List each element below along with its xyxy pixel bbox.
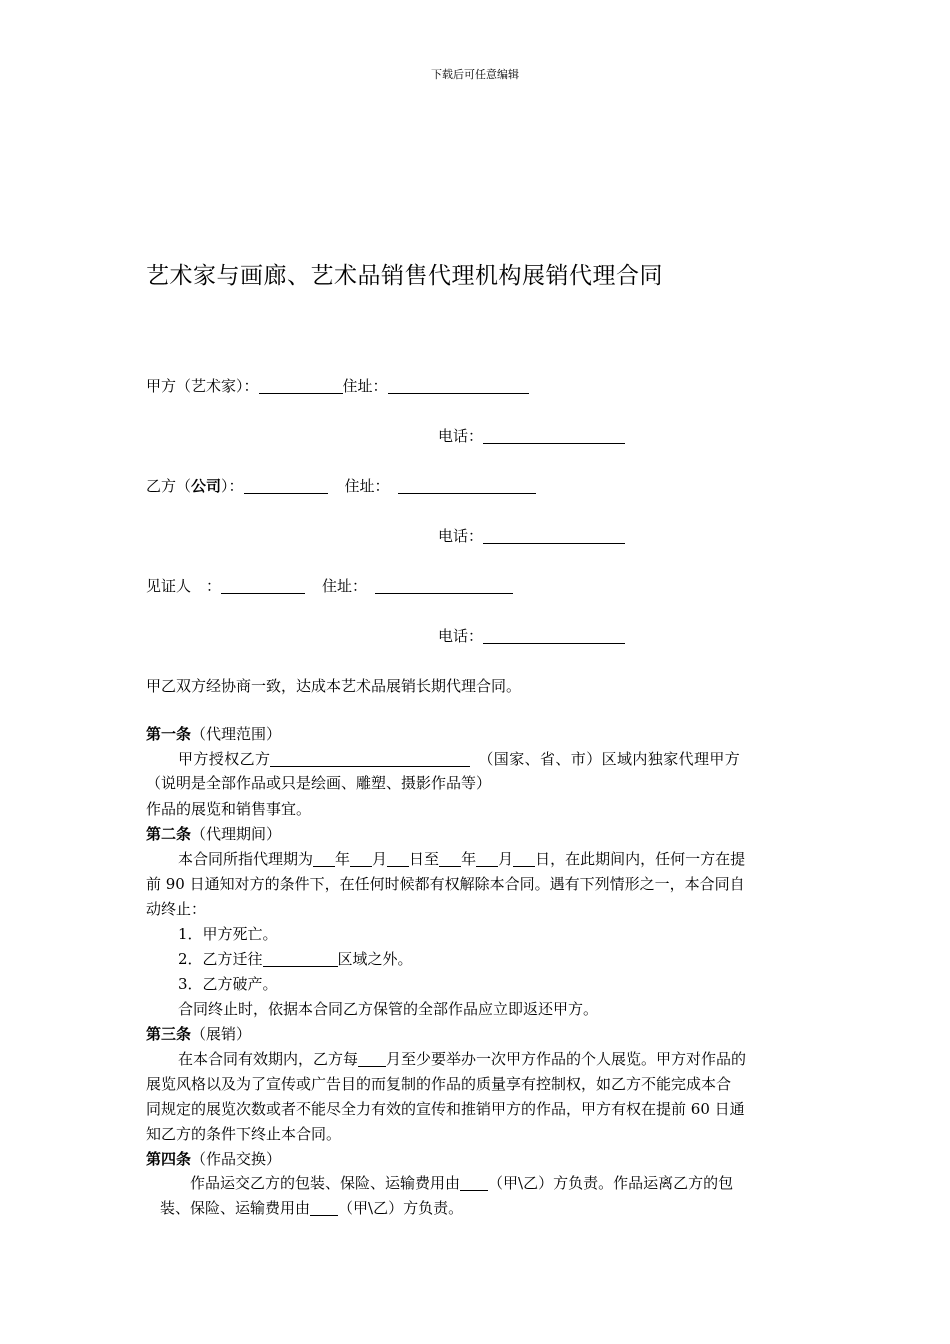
end-day-blank[interactable] bbox=[513, 851, 535, 867]
article-4-line-1 bbox=[190, 1171, 733, 1196]
intro-text: 甲乙双方经协商一致，达成本艺术品展销长期代理合同。 bbox=[146, 677, 522, 695]
start-year-blank[interactable] bbox=[313, 851, 335, 867]
article-4-subtitle: （作品交换） bbox=[191, 1150, 282, 1168]
article-1-line-1 bbox=[178, 747, 740, 772]
relocation-region-blank[interactable] bbox=[263, 951, 338, 967]
transport-out-text-a: 装、保险、运输费用由 bbox=[160, 1199, 311, 1217]
start-day-blank[interactable] bbox=[387, 851, 409, 867]
transport-out-text-b: （甲\乙）方负责。 bbox=[338, 1199, 464, 1217]
start-month-blank[interactable] bbox=[350, 851, 372, 867]
exhibition-text-a: 在本合同有效期内，乙方每 bbox=[178, 1050, 359, 1068]
item-2-text-a: 2．乙方迁往 bbox=[178, 950, 263, 968]
article-2-number: 第二条 bbox=[146, 825, 192, 843]
article-1-line-3: 作品的展览和销售事宜。 bbox=[146, 800, 312, 818]
article-3-line-3: 同规定的展览次数或者不能尽全力有效的宣传和推销甲方的作品，甲方有权在提前 60 日通 bbox=[146, 1100, 745, 1118]
article-1-subtitle: （代理范围） bbox=[191, 725, 282, 743]
party-a-label: 甲方（艺术家）： bbox=[146, 377, 259, 395]
article-3-line-1 bbox=[178, 1047, 746, 1072]
transport-in-party-blank[interactable] bbox=[460, 1175, 488, 1191]
party-b-phone-label: 电话： bbox=[438, 527, 484, 545]
document-title: 艺术家与画廊、艺术品销售代理机构展销代理合同 bbox=[146, 263, 663, 289]
page-header: 下载后可任意编辑 bbox=[431, 68, 519, 81]
witness-phone-row bbox=[438, 626, 625, 646]
article-1-text-b: （国家、省、市）区域内独家代理甲方 bbox=[478, 750, 741, 768]
end-month-blank[interactable] bbox=[476, 851, 498, 867]
article-2-item-1: 1．甲方死亡。 bbox=[178, 925, 278, 943]
witness-name-blank[interactable] bbox=[221, 578, 305, 594]
party-a-phone-row bbox=[438, 426, 625, 446]
party-b-name-blank[interactable] bbox=[244, 478, 328, 494]
witness-label: 见证人 ： bbox=[146, 577, 222, 595]
article-1-region-blank[interactable] bbox=[270, 751, 470, 767]
exhibition-text-b: 月至少要举办一次甲方作品的个人展览。甲方对作品的 bbox=[386, 1050, 747, 1068]
party-b-label-close: ）： bbox=[221, 477, 244, 495]
exhibition-months-blank[interactable] bbox=[358, 1051, 386, 1067]
party-a-address-label: 住址： bbox=[342, 377, 388, 395]
article-4-number: 第四条 bbox=[146, 1150, 192, 1168]
party-b-address-label: 住址： bbox=[344, 477, 390, 495]
article-1-text-a: 甲方授权乙方 bbox=[178, 750, 271, 768]
article-3-number: 第三条 bbox=[146, 1025, 192, 1043]
article-1-line-2: （说明是全部作品或只是绘画、雕塑、摄影作品等） bbox=[146, 774, 492, 792]
article-3-line-2: 展览风格以及为了宣传或广告目的而复制的作品的质量享有控制权，如乙方不能完成本合 bbox=[146, 1075, 732, 1093]
witness-phone-label: 电话： bbox=[438, 627, 484, 645]
article-1-number: 第一条 bbox=[146, 725, 192, 743]
article-3-subtitle: （展销） bbox=[191, 1025, 252, 1043]
article-4-line-2 bbox=[160, 1196, 463, 1221]
year-label: 年 bbox=[335, 850, 351, 868]
article-3-line-4: 知乙方的条件下终止本合同。 bbox=[146, 1125, 342, 1143]
article-2-item-2 bbox=[178, 947, 413, 972]
transport-in-text-a: 作品运交乙方的包装、保险、运输费用由 bbox=[190, 1174, 461, 1192]
party-a-phone-label: 电话： bbox=[438, 427, 484, 445]
party-a-phone-blank[interactable] bbox=[483, 428, 625, 444]
article-2-subtitle: （代理期间） bbox=[191, 825, 282, 843]
article-2-item-3: 3．乙方破产。 bbox=[178, 975, 278, 993]
party-a-address-blank[interactable] bbox=[388, 378, 529, 394]
day-label-rest: 日，在此期间内，任何一方在提 bbox=[535, 850, 746, 868]
party-a-name-blank[interactable] bbox=[259, 378, 343, 394]
end-year-blank[interactable] bbox=[439, 851, 461, 867]
party-b-phone-row bbox=[438, 526, 625, 546]
party-a-row bbox=[146, 376, 529, 396]
party-b-row bbox=[146, 476, 536, 496]
article-2-closing: 合同终止时，依据本合同乙方保管的全部作品应立即返还甲方。 bbox=[178, 1000, 599, 1018]
month-label-2: 月 bbox=[498, 850, 514, 868]
article-2-line-1 bbox=[178, 847, 745, 872]
article-2-line-3: 动终止： bbox=[146, 900, 207, 918]
article-2-line-2: 前 90 日通知对方的条件下，在任何时候都有权解除本合同。遇有下列情形之一，本合同自 bbox=[146, 875, 745, 893]
item-2-text-b: 区域之外。 bbox=[337, 950, 413, 968]
party-b-label-open: 乙方（ bbox=[146, 477, 192, 495]
party-b-phone-blank[interactable] bbox=[483, 528, 625, 544]
witness-address-blank[interactable] bbox=[375, 578, 513, 594]
transport-out-party-blank[interactable] bbox=[310, 1200, 338, 1216]
article-3-heading bbox=[146, 1022, 251, 1047]
period-text: 本合同所指代理期为 bbox=[178, 850, 314, 868]
party-b-company-label: 公司 bbox=[191, 477, 222, 495]
article-1-heading bbox=[146, 722, 281, 747]
witness-address-label: 住址： bbox=[322, 577, 368, 595]
party-b-address-blank[interactable] bbox=[398, 478, 536, 494]
witness-row bbox=[146, 576, 513, 596]
article-4-heading bbox=[146, 1147, 281, 1172]
year-label-2: 年 bbox=[461, 850, 477, 868]
transport-in-text-b: （甲\乙）方负责。作品运离乙方的包 bbox=[488, 1174, 734, 1192]
article-2-heading bbox=[146, 822, 281, 847]
day-to-label: 日至 bbox=[409, 850, 440, 868]
month-label: 月 bbox=[372, 850, 388, 868]
witness-phone-blank[interactable] bbox=[483, 628, 625, 644]
